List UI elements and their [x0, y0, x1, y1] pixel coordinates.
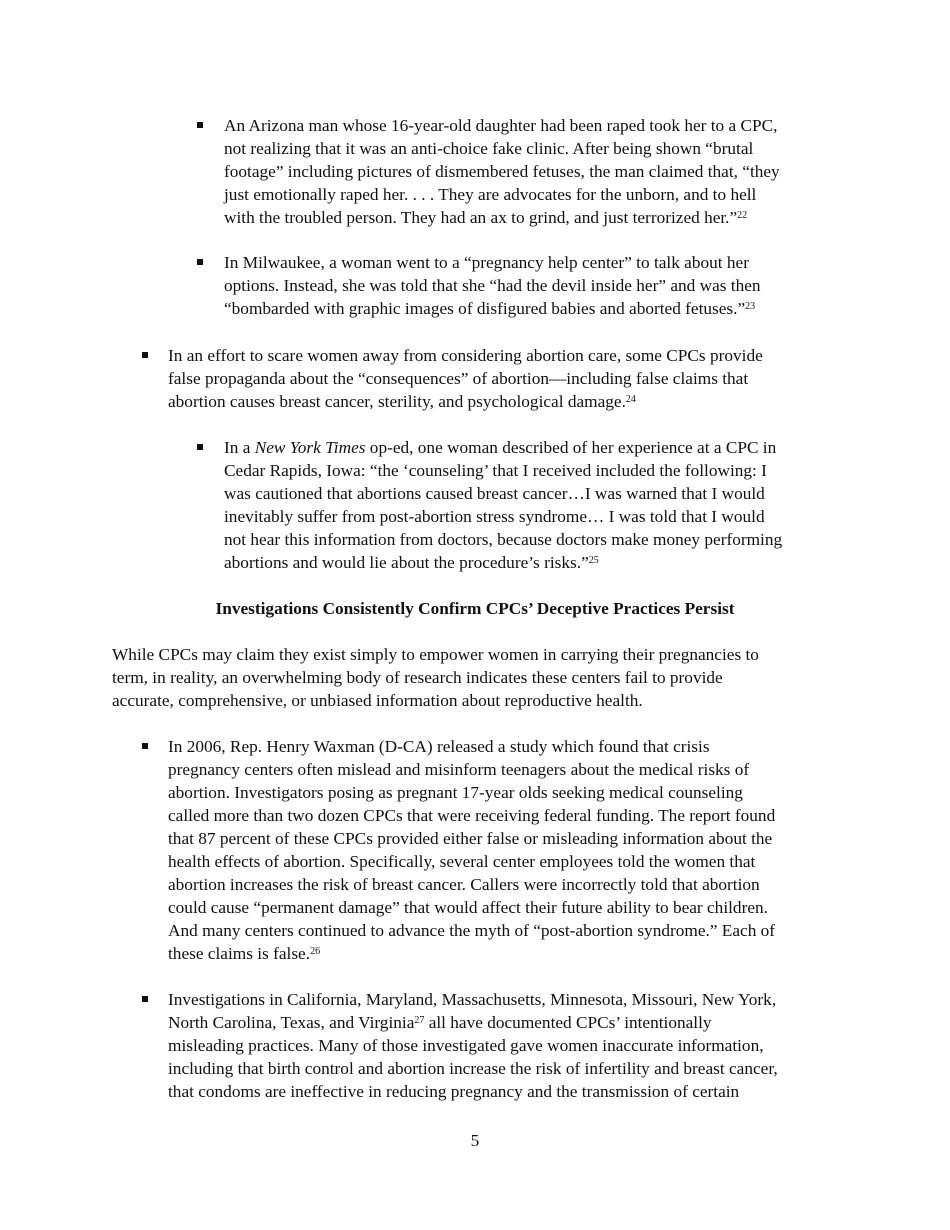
text-line	[0, 1080, 950, 1103]
text-span: misleading practices. Many of those investigated gave women inaccurate information,	[168, 1036, 764, 1055]
text-line	[0, 896, 950, 919]
footnote-ref: 23	[745, 301, 756, 312]
bullet-item	[0, 114, 950, 229]
text-span: all have documented CPCs’ intentionally	[424, 1013, 712, 1032]
section-heading	[0, 597, 950, 620]
text-line	[0, 251, 950, 274]
text-line	[0, 160, 950, 183]
text-span: North Carolina, Texas, and Virginia	[168, 1013, 415, 1032]
text-span: just emotionally raped her. . . . They are advocates for the unborn, and to hell	[224, 185, 757, 204]
text-line	[0, 597, 950, 620]
paragraph	[0, 643, 950, 712]
text-line	[0, 459, 950, 482]
text-line	[0, 505, 950, 528]
text-line	[0, 1011, 950, 1034]
text-line	[0, 643, 950, 666]
text-span: including that birth control and abortion increase the risk of infertility and breast cancer,	[168, 1059, 778, 1078]
text-span: these claims is false.	[168, 944, 311, 963]
text-span: op-ed, one woman described of her experience at a CPC in	[365, 438, 777, 457]
text-span: abortion increases the risk of breast cancer. Callers were incorrectly told that abortion	[168, 875, 760, 894]
footnote-ref: 24	[625, 394, 636, 405]
text-span: abortion causes breast cancer, sterility, and psychological damage.	[168, 392, 626, 411]
text-line	[0, 297, 950, 320]
text-span: pregnancy centers often mislead and misinform teenagers about the medical risks of	[168, 760, 750, 779]
text-span: was cautioned that abortions caused breast cancer…I was warned that I would	[224, 484, 765, 503]
text-line	[0, 551, 950, 574]
text-line	[0, 781, 950, 804]
bullet-item	[0, 251, 950, 320]
text-span: Cedar Rapids, Iowa: “the ‘counseling’ that I received included the following: I	[224, 461, 767, 480]
square-bullet-icon	[142, 743, 148, 749]
text-line	[0, 689, 950, 712]
text-line	[0, 758, 950, 781]
text-span: In a	[224, 438, 255, 457]
square-bullet-icon	[197, 122, 203, 128]
square-bullet-icon	[197, 444, 203, 450]
text-line	[0, 666, 950, 689]
text-span: that 87 percent of these CPCs provided either false or misleading information about the	[168, 829, 773, 848]
footnote-ref: 26	[310, 946, 321, 957]
text-span: Investigations Consistently Confirm CPCs’ Deceptive Practices Persist	[215, 599, 735, 618]
text-line	[0, 114, 950, 137]
square-bullet-icon	[197, 259, 203, 265]
text-line	[0, 183, 950, 206]
page-number: 5	[470, 1131, 480, 1150]
text-line	[0, 274, 950, 297]
text-span: not realizing that it was an anti-choice fake clinic. After being shown “brutal	[224, 139, 754, 158]
footnote-ref: 27	[414, 1015, 425, 1026]
square-bullet-icon	[142, 996, 148, 1002]
text-span: with the troubled person. They had an ax to grind, and just terrorized her.”	[224, 208, 738, 227]
text-line	[0, 390, 950, 413]
square-bullet-icon	[142, 352, 148, 358]
text-span: inevitably suffer from post-abortion stress syndrome… I was told that I would	[224, 507, 765, 526]
text-line	[0, 1034, 950, 1057]
text-span: In Milwaukee, a woman went to a “pregnancy help center” to talk about her	[224, 253, 749, 272]
text-span: abortions and would lie about the procedure’s risks.”	[224, 553, 589, 572]
text-span: options. Instead, she was told that she “had the devil inside her” and was then	[224, 276, 761, 295]
text-line	[0, 850, 950, 873]
text-span: In an effort to scare women away from considering abortion care, some CPCs provide	[168, 346, 763, 365]
text-span: false propaganda about the “consequences” of abortion—including false claims that	[168, 369, 749, 388]
text-span: could cause “permanent damage” that would affect their future ability to bear children.	[168, 898, 768, 917]
text-line	[0, 804, 950, 827]
bullet-item	[0, 436, 950, 574]
text-line	[0, 137, 950, 160]
text-line	[0, 873, 950, 896]
text-line	[0, 528, 950, 551]
text-span: called more than two dozen CPCs that were receiving federal funding. The report found	[168, 806, 776, 825]
text-line	[0, 1057, 950, 1080]
text-span: Investigations in California, Maryland, Massachusetts, Minnesota, Missouri, New York,	[168, 990, 777, 1009]
text-span: term, in reality, an overwhelming body of research indicates these centers fail to provide	[112, 668, 723, 687]
text-span: footage” including pictures of dismembered fetuses, the man claimed that, “they	[224, 162, 780, 181]
text-span: that condoms are ineffective in reducing pregnancy and the transmission of certain	[168, 1082, 740, 1101]
text-span: not hear this information from doctors, because doctors make money performing	[224, 530, 783, 549]
text-span: abortion. Investigators posing as pregnant 17-year olds seeking medical counseling	[168, 783, 743, 802]
text-line	[0, 827, 950, 850]
text-span: While CPCs may claim they exist simply to empower women in carrying their pregnancies to	[112, 645, 759, 664]
text-line	[0, 482, 950, 505]
text-line	[0, 367, 950, 390]
footnote-ref: 25	[588, 555, 599, 566]
text-span: health effects of abortion. Specifically, several center employees told the women that	[168, 852, 756, 871]
bullet-item	[0, 344, 950, 413]
text-span: “bombarded with graphic images of disfigured babies and aborted fetuses.”	[224, 299, 746, 318]
bullet-item	[0, 988, 950, 1103]
text-line	[0, 942, 950, 965]
text-span: And many centers continued to advance the myth of “post-abortion syndrome.” Each of	[168, 921, 776, 940]
text-span: An Arizona man whose 16-year-old daughter had been raped took her to a CPC,	[224, 116, 778, 135]
bullet-item	[0, 735, 950, 965]
text-line	[0, 436, 950, 459]
text-span: In 2006, Rep. Henry Waxman (D-CA) released a study which found that crisis	[168, 737, 710, 756]
text-span: accurate, comprehensive, or unbiased information about reproductive health.	[112, 691, 643, 710]
footnote-ref: 22	[737, 210, 748, 221]
text-line	[0, 919, 950, 942]
text-line	[0, 206, 950, 229]
italic-title: New York Times	[254, 438, 366, 457]
